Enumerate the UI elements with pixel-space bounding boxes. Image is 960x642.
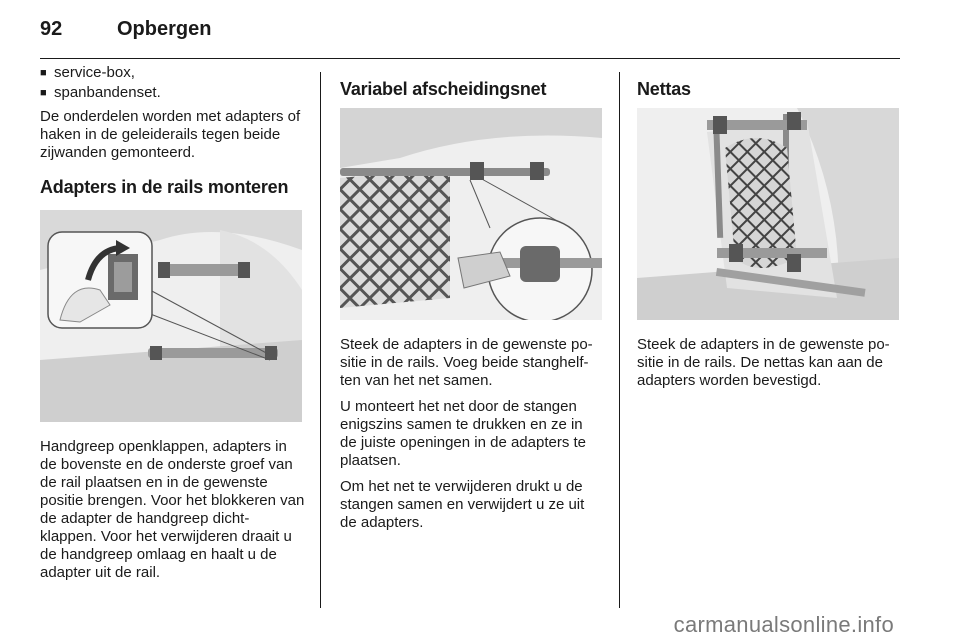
instruction-paragraph: Handgreep openklappen, adapters in de bovenste en de onderste groef van de rail plaatsen en in de gewenste positie brengen. Voor het blokkeren van de adapter de handgreep dicht- klappen. Voor het verwijderen draait u de handgreep omlaag en haalt u de adapter uit de rail.	[40, 438, 305, 581]
section-heading: Nettas	[637, 79, 691, 99]
net-bag-illustration	[637, 108, 899, 320]
list-item	[40, 64, 305, 82]
list-item	[40, 84, 305, 102]
column-3	[637, 78, 902, 398]
paragraph: U monteert het net door de stangen enigszins samen te drukken en ze in de juiste openingen in de adapters te plaatsen.	[340, 398, 587, 469]
watermark: carmanualsonline.info	[673, 612, 894, 637]
section-heading: Adapters in de rails monteren	[40, 177, 289, 197]
paragraph: Om het net te verwijderen drukt u de stangen samen en verwijdert u ze uit de adapters.	[340, 478, 585, 531]
page-number: 92	[40, 18, 63, 40]
square-bullet-icon: ■	[40, 67, 47, 79]
cargo-net-illustration	[340, 108, 602, 320]
column-separator-1	[320, 72, 321, 608]
column-separator-2	[619, 72, 620, 608]
list-item-text: spanbandenset.	[54, 84, 161, 101]
list-item-text: service-box,	[54, 64, 135, 81]
paragraph: Steek de adapters in de gewenste po- sitie in de rails. De nettas kan aan de adapters worden bevestigd.	[637, 336, 890, 389]
intro-paragraph: De onderdelen worden met adapters of haken in de geleiderails tegen beide zijwanden gemonteerd.	[40, 108, 301, 161]
page-title: Opbergen	[117, 18, 212, 40]
header-rule	[40, 58, 900, 59]
section-heading: Variabel afscheidingsnet	[340, 79, 547, 99]
column-2	[340, 78, 602, 540]
square-bullet-icon: ■	[40, 87, 47, 99]
paragraph: Steek de adapters in de gewenste po- sitie in de rails. Voeg beide stanghelf- ten van het net samen.	[340, 336, 593, 389]
rail-adapter-illustration	[40, 210, 302, 422]
column-1	[40, 64, 305, 590]
